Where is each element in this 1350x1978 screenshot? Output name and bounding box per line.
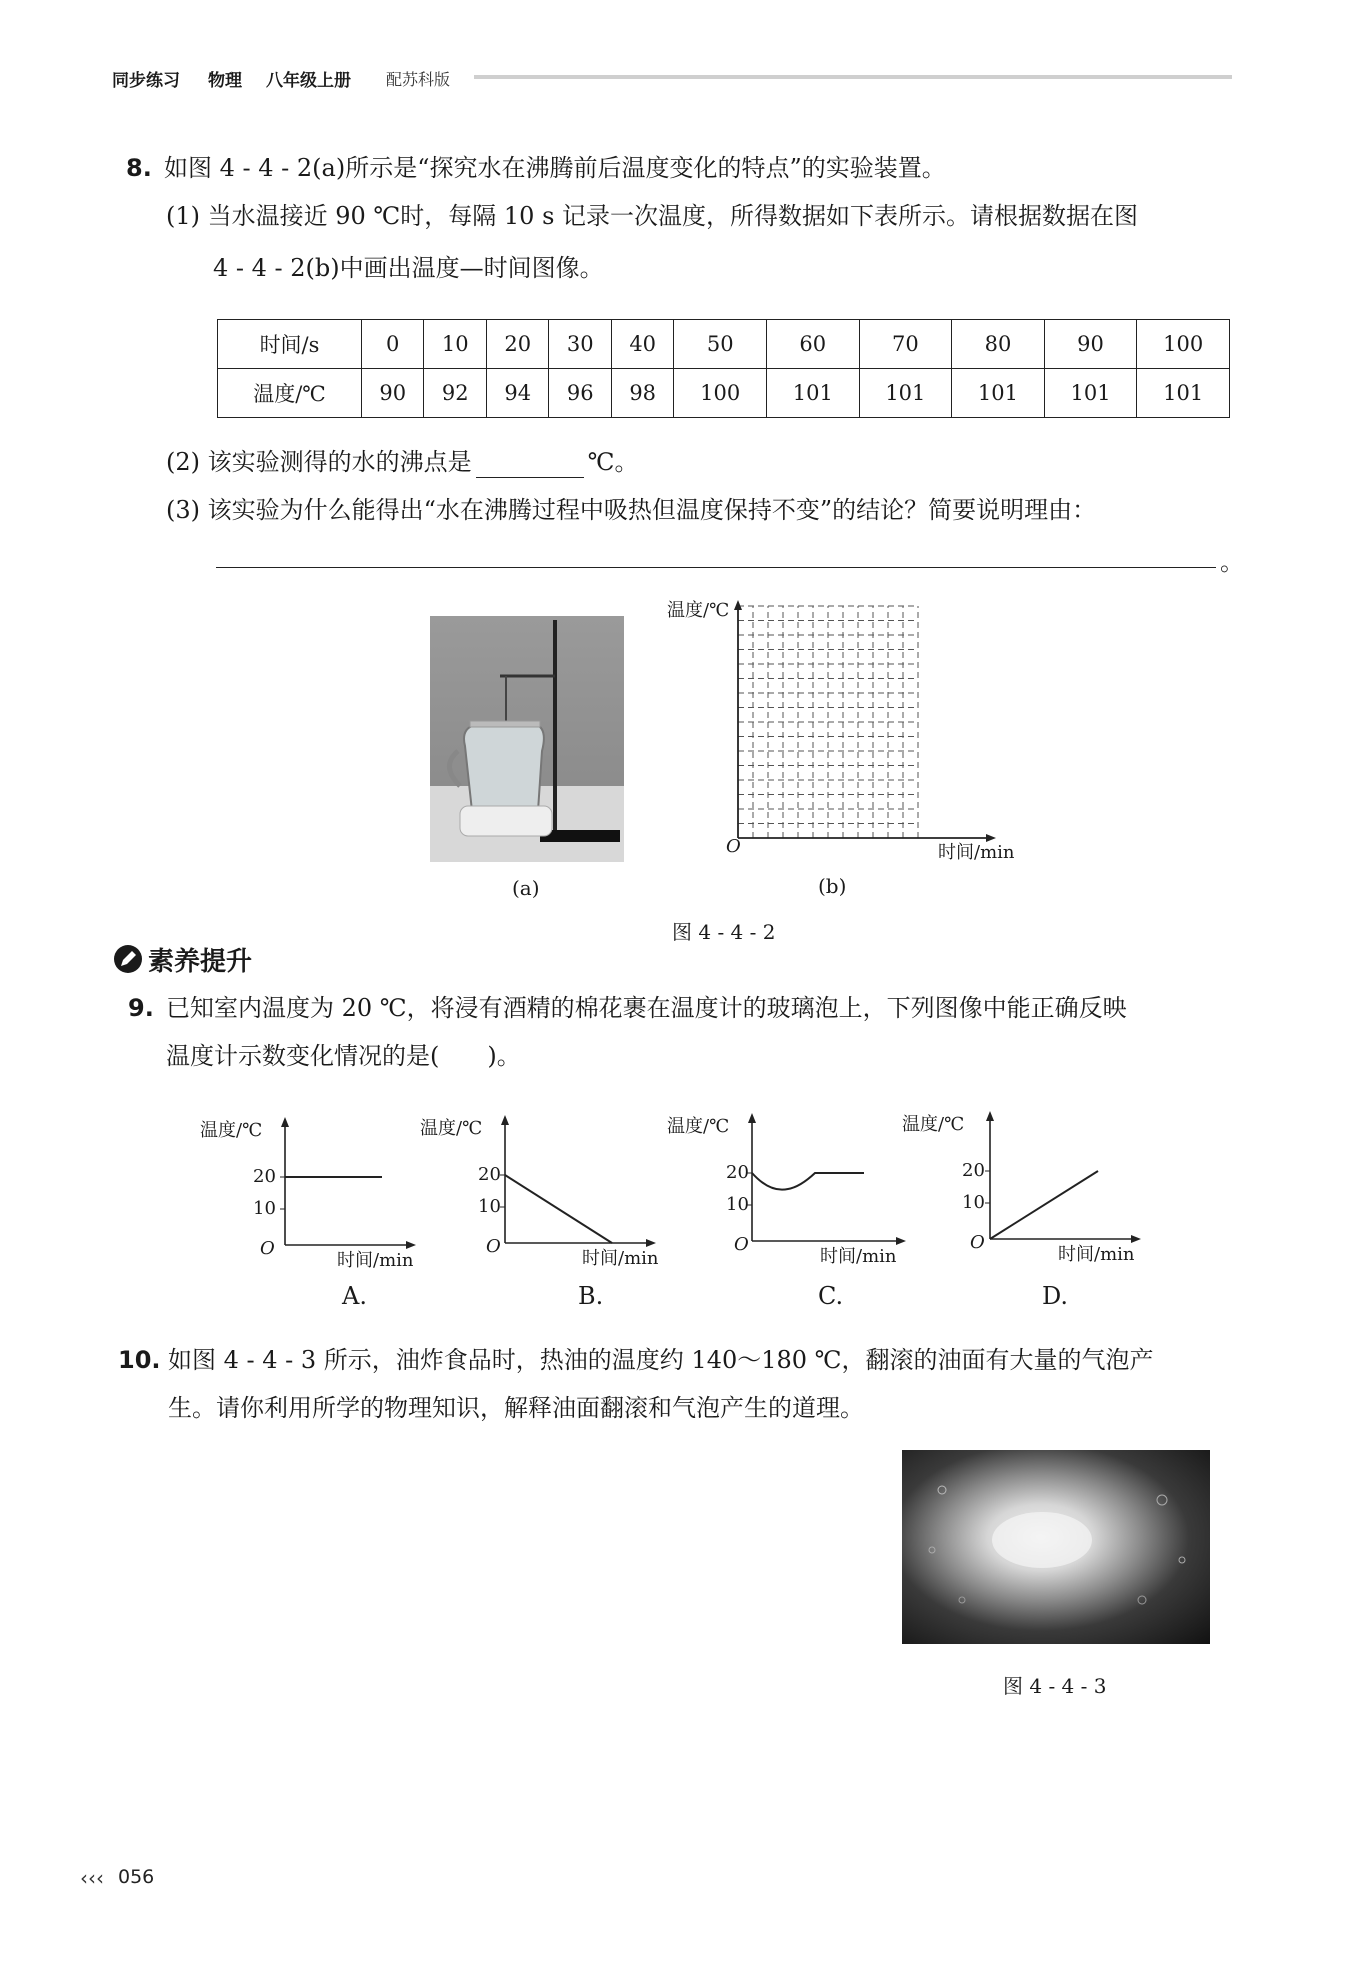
answer-line[interactable] (216, 567, 1216, 568)
graph-b-tick-10: 10 (478, 1196, 501, 1217)
header-edition: 配苏科版 (386, 70, 451, 89)
q10-line2: 生。请你利用所学的物理知识，解释油面翻滚和气泡产生的道理。 (168, 1394, 864, 1422)
graph-b (500, 1115, 656, 1247)
graph-b-tick-20: 20 (478, 1164, 501, 1185)
table-cell: 92 (424, 369, 486, 418)
apparatus-illustration (430, 616, 624, 862)
table-cell: 90 (362, 369, 424, 418)
graph-b-ylabel: 温度/℃ (420, 1118, 483, 1139)
graph-d-ylabel: 温度/℃ (902, 1114, 965, 1135)
y-axis-arrow-icon (734, 600, 742, 610)
graph-c-xlabel: 时间/min (820, 1246, 897, 1267)
fig-b-label: (b) (818, 874, 847, 898)
q8-part3: (3) 该实验为什么能得出“水在沸腾过程中吸热但温度保持不变”的结论？简要说明理由： (166, 496, 1097, 524)
bubbles-illustration (902, 1450, 1210, 1644)
footer-arrows-icon: ‹‹‹ (80, 1866, 104, 1890)
graph-c-line (752, 1173, 864, 1190)
table-header-temp: 温度/℃ (218, 369, 362, 418)
option-a[interactable]: A. (342, 1282, 367, 1310)
header-grade: 八年级上册 (266, 71, 351, 91)
fig-b-origin: O (726, 836, 741, 857)
q9-number: 9. (128, 994, 154, 1022)
graph-d (985, 1111, 1141, 1243)
table-cell: 90 (1044, 320, 1137, 369)
table-row-time (218, 320, 1230, 369)
apparatus-photo (430, 616, 624, 862)
fig-b-ylabel: 温度/℃ (667, 600, 730, 621)
graph-c-ylabel: 温度/℃ (667, 1116, 730, 1137)
graph-a-origin: O (260, 1238, 275, 1259)
table-cell: 100 (1137, 320, 1230, 369)
option-b[interactable]: B. (578, 1282, 604, 1310)
table-cell: 100 (674, 369, 767, 418)
graph-d-tick-10: 10 (962, 1192, 985, 1213)
table-cell: 70 (859, 320, 952, 369)
q10-number: 10. (118, 1346, 161, 1374)
table-cell: 0 (362, 320, 424, 369)
table-cell: 20 (486, 320, 548, 369)
graph-c (747, 1113, 906, 1245)
table-row-temp (218, 369, 1230, 418)
graph-a (280, 1117, 416, 1249)
table-cell: 101 (1137, 369, 1230, 418)
fig-caption-442: 图 4 - 4 - 2 (672, 920, 776, 944)
table-cell: 101 (859, 369, 952, 418)
q8-part1-line1: (1) 当水温接近 90 ℃时，每隔 10 s 记录一次温度，所得数据如下表所示。请根据数据在图 (166, 202, 1139, 230)
fig-caption-443: 图 4 - 4 - 3 (1003, 1674, 1107, 1698)
answer-line-end: 。 (1220, 548, 1244, 576)
table-cell: 10 (424, 320, 486, 369)
table-cell: 80 (952, 320, 1045, 369)
frying-oil-photo (902, 1450, 1210, 1644)
fig-b-xlabel: 时间/min (938, 842, 1015, 863)
pencil-badge-icon (113, 944, 143, 974)
data-table (217, 319, 1230, 418)
option-d[interactable]: D. (1042, 1282, 1069, 1310)
graph-a-tick-20: 20 (253, 1166, 276, 1187)
table-cell: 30 (549, 320, 611, 369)
table-cell: 101 (952, 369, 1045, 418)
page-number: 056 (118, 1866, 155, 1888)
table-cell: 60 (767, 320, 860, 369)
graph-a-tick-10: 10 (253, 1198, 276, 1219)
graph-a-ylabel: 温度/℃ (200, 1120, 263, 1141)
q8-part2: (2) 该实验测得的水的沸点是 ℃。 (166, 448, 639, 476)
header-subject: 物理 (208, 71, 242, 91)
table-cell: 96 (549, 369, 611, 418)
graph-c-tick-10: 10 (726, 1194, 749, 1215)
graph-d-tick-20: 20 (962, 1160, 985, 1181)
header-rule (474, 75, 1232, 79)
table-cell: 40 (611, 320, 673, 369)
table-cell: 101 (1044, 369, 1137, 418)
graph-d-origin: O (970, 1232, 985, 1253)
boiling-point-blank[interactable] (476, 451, 584, 478)
header-book: 同步练习 (112, 71, 180, 91)
section-title: 素养提升 (148, 947, 253, 977)
q8-stem: 如图 4 - 4 - 2(a)所示是“探究水在沸腾前后温度变化的特点”的实验装置。 (164, 154, 946, 182)
option-c[interactable]: C. (818, 1282, 844, 1310)
graph-a-xlabel: 时间/min (337, 1250, 414, 1271)
table-header-time: 时间/s (218, 320, 362, 369)
graph-d-xlabel: 时间/min (1058, 1244, 1135, 1265)
q8-number: 8. (126, 154, 152, 182)
q8-part1-line2: 4 - 4 - 2(b)中画出温度—时间图像。 (213, 254, 604, 282)
graph-b-xlabel: 时间/min (582, 1248, 659, 1269)
q9-line2: 温度计示数变化情况的是( )。 (166, 1042, 521, 1070)
graph-d-line (990, 1171, 1098, 1239)
table-cell: 101 (767, 369, 860, 418)
graph-b-origin: O (486, 1236, 501, 1257)
fig-a-label: (a) (512, 876, 540, 900)
table-cell: 98 (611, 369, 673, 418)
graph-c-origin: O (734, 1234, 749, 1255)
table-cell: 50 (674, 320, 767, 369)
q10-line1: 如图 4 - 4 - 3 所示，油炸食品时，热油的温度约 140～180 ℃，翻滚的油面有大量的气泡产 (168, 1346, 1154, 1374)
graph-c-tick-20: 20 (726, 1162, 749, 1183)
table-cell: 94 (486, 369, 548, 418)
q9-line1: 已知室内温度为 20 ℃，将浸有酒精的棉花裹在温度计的玻璃泡上，下列图像中能正确反映 (166, 994, 1127, 1022)
graph-b-line (505, 1175, 612, 1243)
